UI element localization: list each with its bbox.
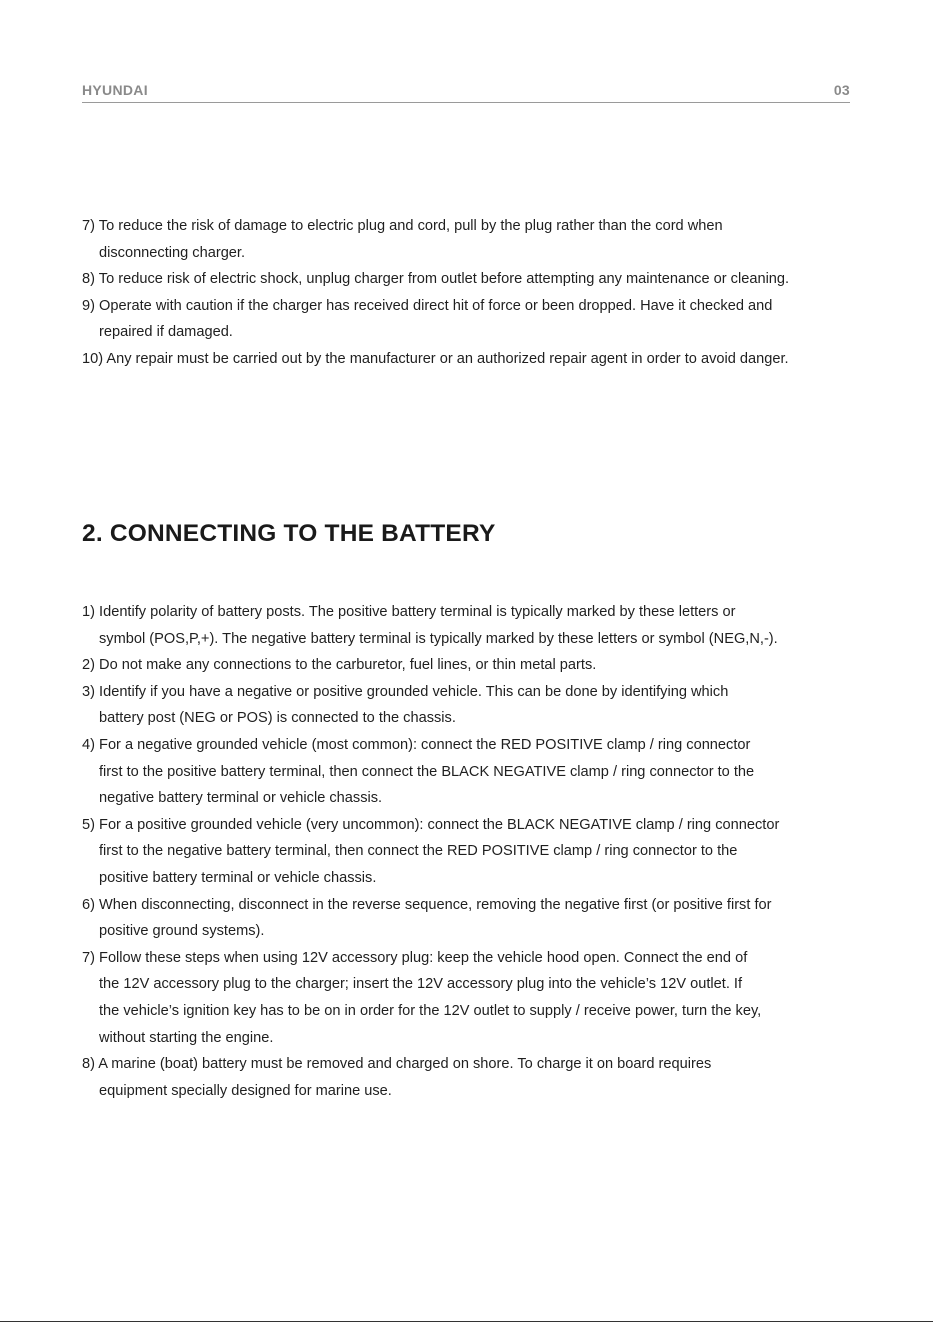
list-item-line: disconnecting charger. [99, 244, 246, 261]
list-item [82, 346, 862, 373]
list-item [82, 945, 862, 1051]
list-item [82, 266, 862, 293]
list-item-line: the vehicle’s ignition key has to be on in order for the 12V outlet to supply / receive power, turn the key, [99, 1002, 762, 1019]
list-item [82, 812, 862, 892]
list-item-line: 4) For a negative grounded vehicle (most common): connect the RED POSITIVE clamp / ring connector [82, 736, 751, 753]
list-item-line: 9) Operate with caution if the charger has received direct hit of force or been dropped. Have it checked and [82, 297, 773, 314]
section-title: 2. CONNECTING TO THE BATTERY [82, 520, 496, 547]
list-item-line: positive ground systems). [99, 923, 265, 940]
list-item-line: 7) Follow these steps when using 12V accessory plug: keep the vehicle hood open. Connect the end of [82, 949, 748, 966]
list-item [82, 652, 862, 679]
list-item-line: 10) Any repair must be carried out by the manufacturer or an authorized repair agent in order to avoid danger. [82, 350, 789, 367]
list-item-line: first to the positive battery terminal, then connect the BLACK NEGATIVE clamp / ring connector to the [99, 763, 755, 780]
list-item-line: first to the negative battery terminal, then connect the RED POSITIVE clamp / ring connector to the [99, 843, 738, 860]
page-bottom-divider [0, 1321, 933, 1322]
page-number: 03 [833, 82, 850, 98]
list-item-line: 8) A marine (boat) battery must be removed and charged on shore. To charge it on board requires [82, 1056, 712, 1073]
list-item [82, 679, 862, 732]
list-item-line: 2) Do not make any connections to the carburetor, fuel lines, or thin metal parts. [82, 657, 597, 674]
list-item-line: 7) To reduce the risk of damage to electric plug and cord, pull by the plug rather than the cord when [82, 218, 723, 234]
list-item-line: 6) When disconnecting, disconnect in the reverse sequence, removing the negative first (or positive first for [82, 896, 772, 913]
list-item-line: without starting the engine. [99, 1029, 274, 1046]
page-header [82, 80, 850, 103]
list-item [82, 1051, 862, 1104]
list-item [82, 293, 862, 346]
list-item-line: 3) Identify if you have a negative or positive grounded vehicle. This can be done by identifying which [82, 683, 729, 700]
safety-warnings-list [82, 213, 862, 373]
list-item [82, 213, 862, 266]
list-item-line: positive battery terminal or vehicle chassis. [99, 869, 377, 886]
list-item-line: repaired if damaged. [99, 324, 233, 341]
list-item [82, 892, 862, 945]
list-item-line: symbol (POS,P,+). The negative battery terminal is typically marked by these letters or symbol (NEG,N,-). [99, 630, 778, 647]
list-item-line: equipment specially designed for marine use. [99, 1082, 392, 1099]
list-item [82, 599, 862, 652]
list-item-line: the 12V accessory plug to the charger; insert the 12V accessory plug into the vehicle’s 12V outlet. If [99, 976, 743, 993]
list-item-line: battery post (NEG or POS) is connected to the chassis. [99, 710, 456, 727]
list-item-line: 8) To reduce risk of electric shock, unplug charger from outlet before attempting any maintenance or cleaning. [82, 271, 790, 288]
list-item-line: negative battery terminal or vehicle chassis. [99, 790, 383, 807]
list-item-line: 5) For a positive grounded vehicle (very uncommon): connect the BLACK NEGATIVE clamp / ring connector [82, 816, 780, 833]
list-item-line: 1) Identify polarity of battery posts. The positive battery terminal is typically marked by these letters or [82, 604, 736, 620]
battery-steps-list [82, 599, 862, 1104]
list-item [82, 732, 862, 812]
brand-name: HYUNDAI [82, 82, 148, 98]
